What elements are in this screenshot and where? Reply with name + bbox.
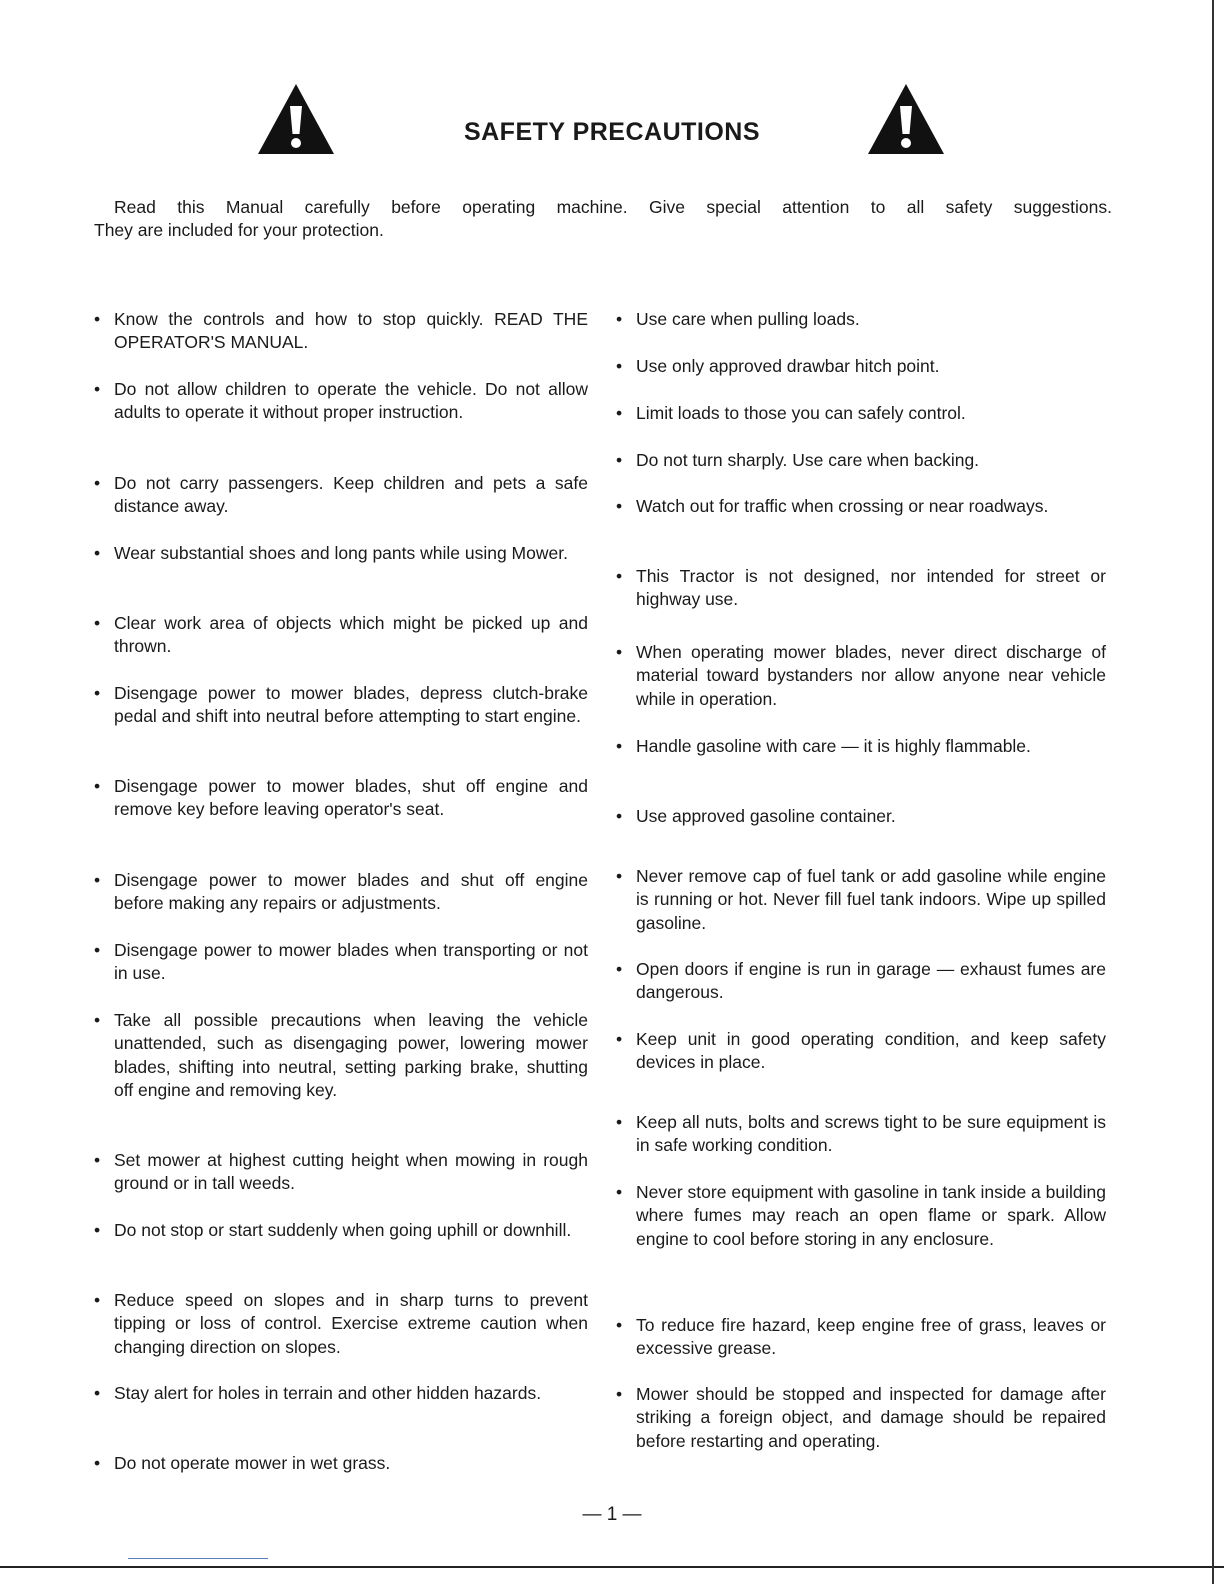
item-text: When operating mower blades, never direct discharge of material toward bystanders nor allow anyone near vehicle while in operation. bbox=[636, 642, 1106, 709]
bullet-icon: • bbox=[94, 613, 101, 633]
bullet-icon: • bbox=[94, 1220, 101, 1240]
list-item bbox=[94, 612, 588, 659]
bullet-icon: • bbox=[94, 683, 101, 703]
bullet-icon: • bbox=[94, 1150, 101, 1170]
item-text: Do not operate mower in wet grass. bbox=[114, 1453, 391, 1473]
bullet-icon: • bbox=[94, 1010, 101, 1030]
item-text: Reduce speed on slopes and in sharp turns to prevent tipping or loss of control. Exercise extreme caution when changing direction on slopes. bbox=[114, 1290, 588, 1357]
item-text: Do not allow children to operate the vehicle. Do not allow adults to operate it without proper instruction. bbox=[114, 379, 588, 423]
page-title: SAFETY PRECAUTIONS bbox=[463, 118, 761, 146]
list-item bbox=[616, 449, 1106, 472]
bullet-icon: • bbox=[616, 1112, 623, 1132]
list-item bbox=[616, 1028, 1106, 1075]
bullet-icon: • bbox=[94, 940, 101, 960]
item-text: This Tractor is not designed, nor intended for street or highway use. bbox=[636, 566, 1106, 610]
bullet-icon: • bbox=[616, 959, 623, 979]
list-item bbox=[94, 542, 588, 565]
bullet-icon: • bbox=[616, 1029, 623, 1049]
item-text: Disengage power to mower blades and shut off engine before making any repairs or adjustments. bbox=[114, 870, 588, 914]
bullet-icon: • bbox=[616, 403, 623, 423]
item-text: Know the controls and how to stop quickly. READ THE OPERATOR'S MANUAL. bbox=[114, 309, 588, 353]
bullet-icon: • bbox=[94, 1290, 101, 1310]
intro-line-1: Read this Manual carefully before operating machine. Give special attention to all safety suggestions. bbox=[114, 197, 1112, 217]
item-text: Do not stop or start suddenly when going uphill or downhill. bbox=[114, 1220, 572, 1240]
item-text: Set mower at highest cutting height when mowing in rough ground or in tall weeds. bbox=[114, 1150, 588, 1194]
bullet-icon: • bbox=[94, 870, 101, 890]
bullet-icon: • bbox=[616, 1315, 623, 1335]
bullet-icon: • bbox=[94, 473, 101, 493]
item-text: Mower should be stopped and inspected for damage after striking a foreign object, and damage should be repaired before restarting and operating. bbox=[636, 1384, 1106, 1451]
item-text: Never remove cap of fuel tank or add gasoline while engine is running or hot. Never fill fuel tank indoors. Wipe up spilled gasoline. bbox=[636, 866, 1106, 933]
item-text: Disengage power to mower blades, depress clutch-brake pedal and shift into neutral before attempting to start engine. bbox=[114, 683, 588, 727]
bullet-icon: • bbox=[94, 776, 101, 796]
bullet-icon: • bbox=[616, 450, 623, 470]
item-text: Clear work area of objects which might be picked up and thrown. bbox=[114, 613, 588, 657]
bullet-icon: • bbox=[94, 309, 101, 329]
list-item bbox=[616, 958, 1106, 1005]
item-text: Do not carry passengers. Keep children and pets a safe distance away. bbox=[114, 473, 588, 517]
item-text: To reduce fire hazard, keep engine free of grass, leaves or excessive grease. bbox=[636, 1315, 1106, 1359]
item-text: Disengage power to mower blades when transporting or not in use. bbox=[114, 940, 588, 984]
list-item bbox=[616, 735, 1106, 758]
list-item bbox=[94, 775, 588, 822]
bullet-icon: • bbox=[616, 1384, 623, 1404]
page-edge-line bbox=[1212, 0, 1214, 1584]
item-text: Use care when pulling loads. bbox=[636, 309, 860, 329]
list-item bbox=[616, 805, 1106, 828]
bullet-icon: • bbox=[616, 496, 623, 516]
list-item bbox=[616, 1383, 1106, 1453]
list-item bbox=[94, 1219, 588, 1242]
list-item bbox=[94, 472, 588, 519]
bullet-icon: • bbox=[94, 1383, 101, 1403]
item-text: Handle gasoline with care — it is highly flammable. bbox=[636, 736, 1031, 756]
footer-rule bbox=[0, 1566, 1224, 1568]
list-item bbox=[94, 1382, 588, 1405]
list-item bbox=[616, 308, 1106, 331]
item-text: Keep unit in good operating condition, and keep safety devices in place. bbox=[636, 1029, 1106, 1073]
item-text: Keep all nuts, bolts and screws tight to be sure equipment is in safe working condition. bbox=[636, 1112, 1106, 1156]
page-number: — 1 — bbox=[582, 1504, 642, 1525]
list-item bbox=[94, 1452, 588, 1475]
list-item bbox=[616, 865, 1106, 935]
list-item bbox=[616, 402, 1106, 425]
intro-paragraph bbox=[94, 196, 1112, 242]
list-item bbox=[616, 565, 1106, 612]
list-item bbox=[616, 1314, 1106, 1361]
bullet-icon: • bbox=[616, 642, 623, 662]
list-item bbox=[616, 1181, 1106, 1251]
list-item bbox=[616, 355, 1106, 378]
list-item bbox=[616, 1111, 1106, 1158]
item-text: Take all possible precautions when leaving the vehicle unattended, such as disengaging power, lowering mower blades, shifting into neutral, setting parking brake, shutting off engine and removing key. bbox=[114, 1010, 588, 1100]
bullet-icon: • bbox=[616, 356, 623, 376]
warning-triangle-icon bbox=[866, 82, 946, 156]
list-item bbox=[94, 869, 588, 916]
item-text: Disengage power to mower blades, shut off engine and remove key before leaving operator's seat. bbox=[114, 776, 588, 820]
item-text: Open doors if engine is run in garage — exhaust fumes are dangerous. bbox=[636, 959, 1106, 1003]
bullet-icon: • bbox=[616, 736, 623, 756]
bullet-icon: • bbox=[616, 309, 623, 329]
list-item bbox=[616, 495, 1106, 518]
list-item bbox=[94, 308, 588, 355]
list-item bbox=[94, 939, 588, 986]
bullet-icon: • bbox=[94, 1453, 101, 1473]
item-text: Stay alert for holes in terrain and other hidden hazards. bbox=[114, 1383, 542, 1403]
warning-triangle-icon bbox=[256, 82, 336, 156]
bullet-icon: • bbox=[94, 379, 101, 399]
bullet-icon: • bbox=[94, 543, 101, 563]
item-text: Do not turn sharply. Use care when backing. bbox=[636, 450, 980, 470]
header bbox=[0, 82, 1224, 162]
item-text: Watch out for traffic when crossing or near roadways. bbox=[636, 496, 1049, 516]
item-text: Use only approved drawbar hitch point. bbox=[636, 356, 940, 376]
list-item bbox=[94, 682, 588, 729]
intro-line-2: They are included for your protection. bbox=[94, 220, 384, 240]
list-item bbox=[94, 378, 588, 425]
bullet-icon: • bbox=[616, 866, 623, 886]
item-text: Never store equipment with gasoline in tank inside a building where fumes may reach an open flame or spark. Allow engine to cool before storing in any enclosure. bbox=[636, 1182, 1106, 1249]
list-item bbox=[616, 641, 1106, 711]
list-item bbox=[94, 1009, 588, 1102]
list-item bbox=[94, 1289, 588, 1359]
bullet-icon: • bbox=[616, 806, 623, 826]
item-text: Limit loads to those you can safely control. bbox=[636, 403, 966, 423]
bullet-icon: • bbox=[616, 1182, 623, 1202]
list-item bbox=[94, 1149, 588, 1196]
item-text: Use approved gasoline container. bbox=[636, 806, 896, 826]
footer-short-rule bbox=[128, 1558, 268, 1559]
bullet-icon: • bbox=[616, 566, 623, 586]
item-text: Wear substantial shoes and long pants while using Mower. bbox=[114, 543, 568, 563]
